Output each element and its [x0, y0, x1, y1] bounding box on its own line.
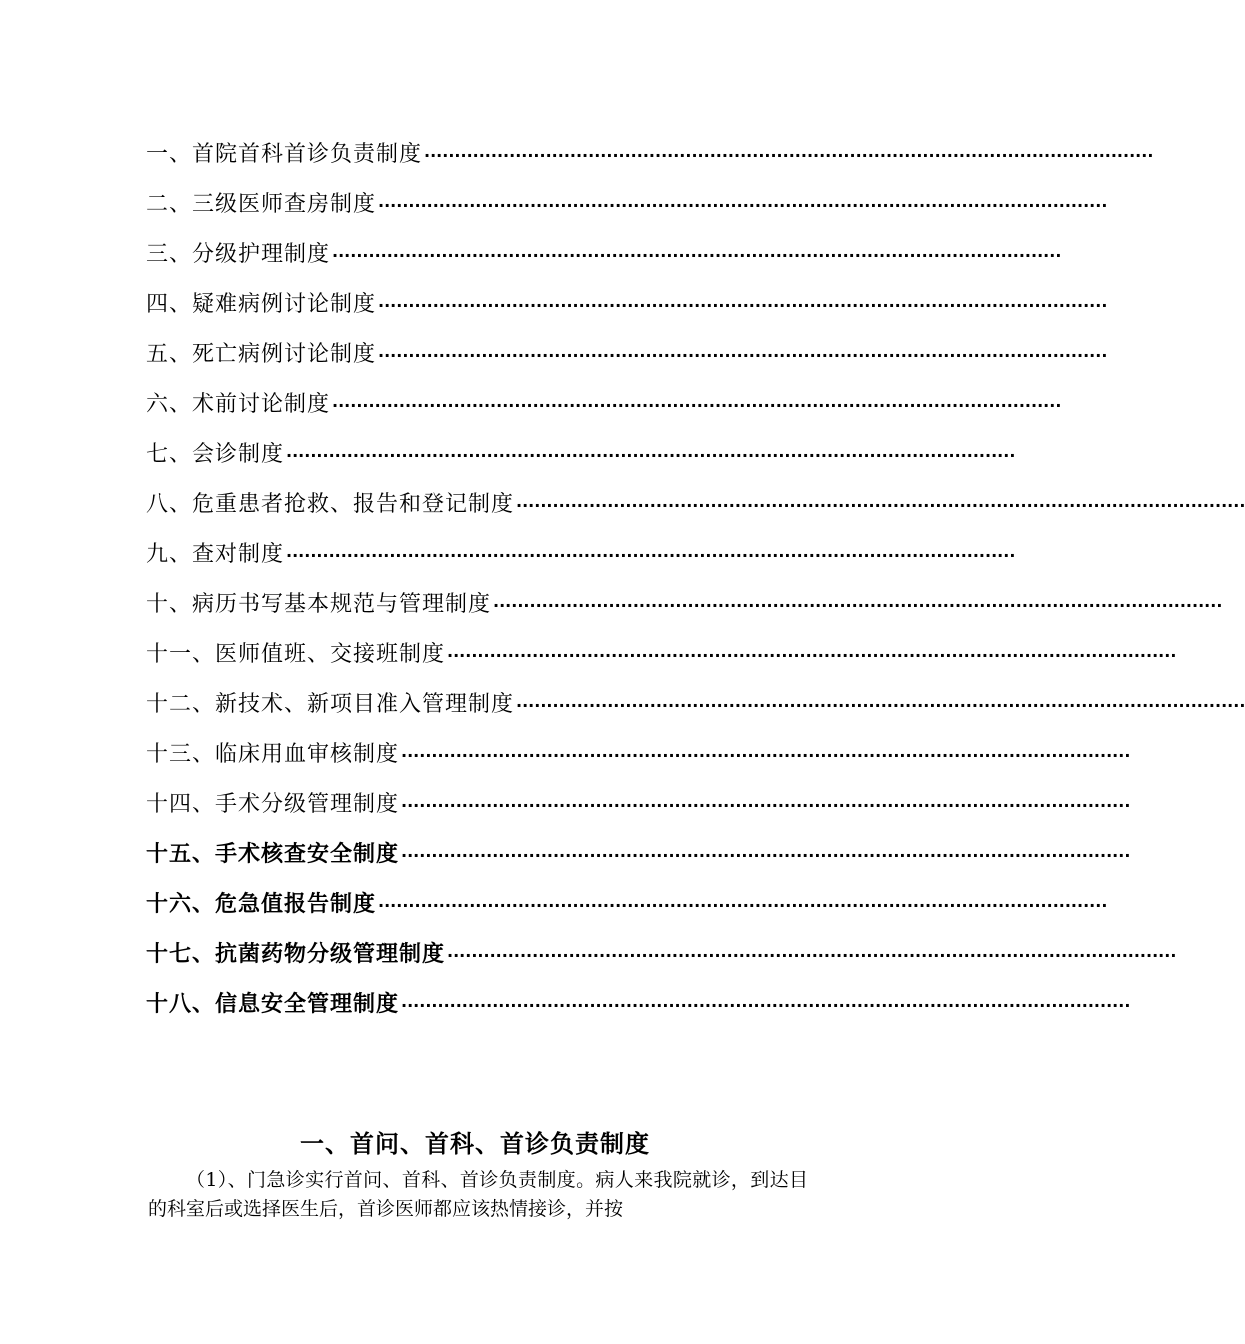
toc-item[interactable]: [146, 930, 1177, 980]
section-title: 一、首问、首科、首诊负责制度: [300, 1130, 650, 1158]
toc-item[interactable]: [146, 630, 1177, 680]
toc-item[interactable]: [146, 330, 1108, 380]
toc-item-label: 十四、手术分级管理制度: [146, 792, 400, 817]
toc-item[interactable]: [146, 180, 1108, 230]
toc-dot-leader: ························································································································: [401, 846, 1131, 865]
toc-item[interactable]: [146, 880, 1108, 930]
toc-item-label: 十二、新技术、新项目准入管理制度: [146, 692, 515, 717]
toc-item[interactable]: [146, 380, 1062, 430]
toc-dot-leader: ························································································································: [516, 496, 1245, 515]
toc-item-label: 三、分级护理制度: [146, 242, 331, 267]
toc-dot-leader: ························································································································: [401, 996, 1131, 1015]
toc-item[interactable]: [146, 730, 1131, 780]
toc-dot-leader: ························································································································: [332, 396, 1062, 415]
toc-item-label: 十八、信息安全管理制度: [146, 992, 400, 1017]
toc-item[interactable]: [146, 480, 1245, 530]
toc-item[interactable]: [146, 430, 1016, 480]
toc-item-label: 五、死亡病例讨论制度: [146, 342, 377, 367]
toc-dot-leader: ························································································································: [447, 946, 1177, 965]
toc-dot-leader: ························································································································: [401, 746, 1131, 765]
toc-item-label: 十、病历书写基本规范与管理制度: [146, 592, 492, 617]
toc-item-label: 四、疑难病例讨论制度: [146, 292, 377, 317]
toc-dot-leader: ························································································································: [286, 546, 1016, 565]
toc-item-label: 十七、抗菌药物分级管理制度: [146, 942, 446, 967]
toc-item[interactable]: [146, 280, 1108, 330]
toc-dot-leader: ························································································································: [332, 246, 1062, 265]
toc-dot-leader: ························································································································: [401, 796, 1131, 815]
toc-item-label: 九、查对制度: [146, 542, 285, 567]
toc-item-label: 八、危重患者抢救、报告和登记制度: [146, 492, 515, 517]
toc-item[interactable]: [146, 830, 1131, 880]
toc-item-label: 七、会诊制度: [146, 442, 285, 467]
toc-item-label: 六、术前讨论制度: [146, 392, 331, 417]
toc-dot-leader: ························································································································: [378, 346, 1108, 365]
toc-item[interactable]: [146, 530, 1016, 580]
toc-dot-leader: ························································································································: [378, 896, 1108, 915]
toc-item-label: 一、首院首科首诊负责制度: [146, 142, 423, 167]
toc-dot-leader: ························································································································: [516, 696, 1245, 715]
toc-item[interactable]: [146, 780, 1131, 830]
toc-dot-leader: ························································································································: [378, 196, 1108, 215]
toc-item-label: 十六、危急值报告制度: [146, 892, 377, 917]
toc-dot-leader: ························································································································: [424, 146, 1154, 165]
toc-item-label: 十一、医师值班、交接班制度: [146, 642, 446, 667]
toc-dot-leader: ························································································································: [378, 296, 1108, 315]
toc-dot-leader: ························································································································: [286, 446, 1016, 465]
toc-dot-leader: ························································································································: [447, 646, 1177, 665]
toc-item[interactable]: [146, 230, 1062, 280]
toc-item[interactable]: [146, 680, 1245, 730]
table-of-contents: [146, 130, 1245, 1030]
toc-item[interactable]: [146, 580, 1223, 630]
toc-dot-leader: ························································································································: [493, 596, 1223, 615]
toc-item[interactable]: [146, 980, 1131, 1030]
toc-item-label: 十三、临床用血审核制度: [146, 742, 400, 767]
toc-item-label: 二、三级医师查房制度: [146, 192, 377, 217]
toc-item-label: 十五、手术核查安全制度: [146, 842, 400, 867]
body-paragraph: （1）、门急诊实行首问、首科、首诊负责制度。病人来我院就诊，到达目的科室后或选择医生后，首诊医师都应该热情接诊，并按: [148, 1169, 808, 1220]
toc-item[interactable]: [146, 130, 1154, 180]
